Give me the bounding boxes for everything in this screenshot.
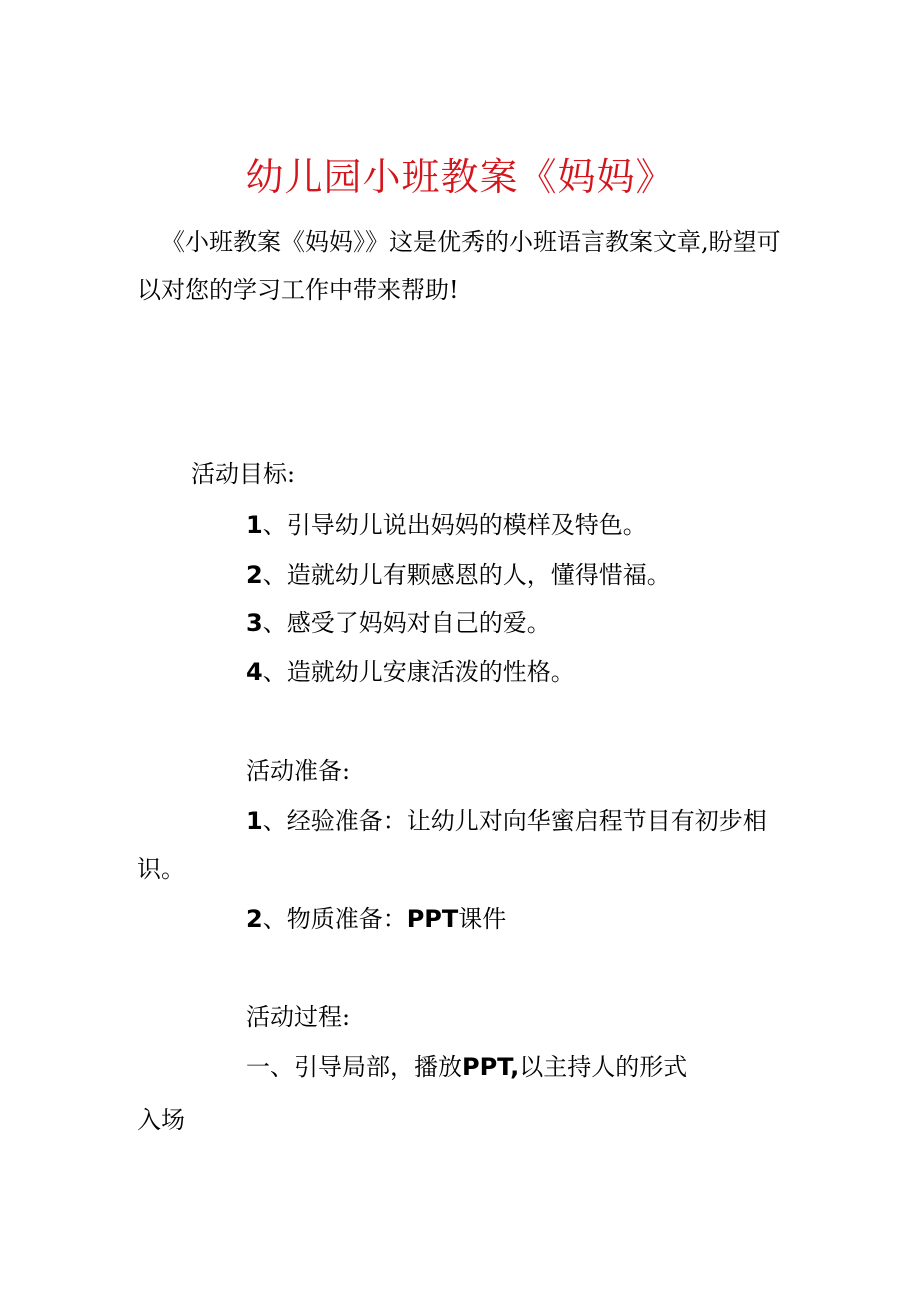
goal-item-1 <box>246 509 647 541</box>
goals-heading: 活动目标: <box>191 460 296 488</box>
goal-text: 、造就幼儿安康活泼的性格。 <box>262 658 575 686</box>
process-heading: 活动过程: <box>246 1003 351 1031</box>
goal-text: 、造就幼儿有颗感恩的人，懂得惜福。 <box>262 561 671 589</box>
prep-item-2 <box>246 903 506 935</box>
process-step-1 <box>246 1051 687 1083</box>
prep-text: 、经验准备：让幼儿对向华蜜启程节目有初步相 <box>262 807 767 835</box>
goal-item-4 <box>246 656 575 688</box>
prep-heading: 活动准备: <box>246 757 351 785</box>
process-text-post: 以主持人的形式 <box>519 1053 688 1081</box>
prep-item-1 <box>246 805 767 837</box>
goal-number: 1 <box>246 511 263 539</box>
prep-tail: 课件 <box>458 905 507 933</box>
prep-item-1-continuation: 识。 <box>137 855 185 883</box>
goal-text: 、感受了妈妈对自己的爱。 <box>262 609 551 637</box>
prep-number: 2 <box>246 905 263 933</box>
goal-text: 、引导幼儿说出妈妈的模样及特色。 <box>262 511 647 539</box>
document-title: 幼儿园小班教案《妈妈》 <box>245 155 675 199</box>
prep-bold-term: PPT <box>406 905 459 933</box>
process-step-1-continuation: 入场 <box>137 1106 185 1134</box>
process-bold-term: PPT, <box>462 1053 520 1081</box>
prep-text: 、物质准备： <box>262 905 407 933</box>
goal-item-2 <box>246 559 671 591</box>
process-text-pre: 一、引导局部，播放 <box>246 1053 462 1081</box>
goal-number: 2 <box>246 561 263 589</box>
goal-item-3 <box>246 607 551 639</box>
goal-number: 4 <box>246 658 263 686</box>
intro-paragraph: 《小班教案《妈妈》》这是优秀的小班语言教案文章,盼望可以对您的学习工作中带来帮助! <box>137 228 781 304</box>
prep-number: 1 <box>246 807 263 835</box>
goal-number: 3 <box>246 609 263 637</box>
